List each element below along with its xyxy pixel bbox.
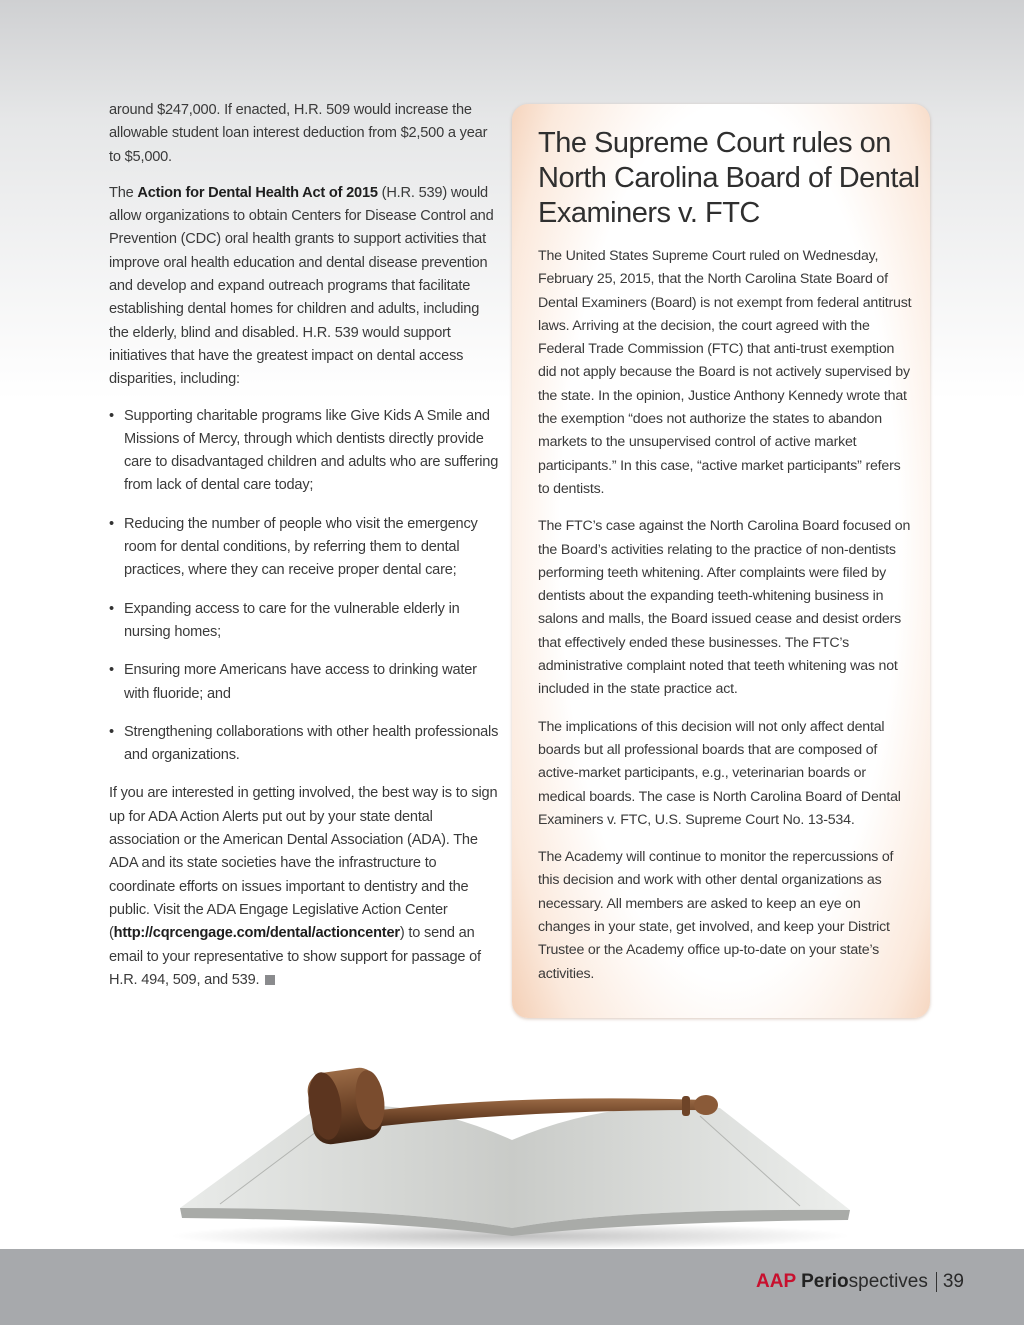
page-number: 39: [942, 1271, 964, 1292]
list-item: • Strengthening collaborations with other health professionals and organizations.: [109, 721, 499, 768]
gavel-on-book-image: [160, 1058, 860, 1248]
list-item: • Supporting charitable programs like Give Kids A Smile and Missions of Mercy, through which dentists directly provide care to disadvantaged children and adults who are suffering from lack of dental care today;: [109, 405, 499, 498]
sidebar-paragraph: The United States Supreme Court ruled on Wednesday, February 25, 2015, that the North Carolina State Board of Dental Examiners (Board) is not exempt from federal antitrust laws. Arriving at the decision, the court agreed with the Federal Trade Commission (FTC) that anti-trust exemption did not apply because the Board is not actively supervised by the state. In the opinion, Justice Anthony Kennedy wrote that the exemption “does not authorize the states to abandon markets to the unsupervised control of active market participants.” In this case, “active market participants” refers to dentists.: [538, 248, 912, 497]
sidebar-paragraph: The FTC’s case against the North Carolina Board focused on the Board’s activities relating to the practice of non-dentists performing teeth whitening. After complaints were filed by dentists about the expanding teeth-whitening business in salons and malls, the Board issued cease and desist orders that effectively ended these businesses. The FTC’s administrative complaint noted that teeth whitening was not included in the state practice act.: [538, 518, 911, 698]
action-center-link[interactable]: http://cqrcengage.com/dental/actioncenter: [113, 925, 400, 942]
sidebar-paragraph: The Academy will continue to monitor the repercussions of this decision and work with other dental organizations as necessary. All members are asked to keep an eye on changes in your state, get involved, and keep your District Trustee or the Academy office up-to-date on your state’s activities.: [538, 849, 894, 982]
sidebar-title: The Supreme Court rules on North Carolina Board of Dental Examiners v. FTC: [538, 127, 920, 229]
left-column: [109, 99, 499, 1005]
brand-aap: AAP: [756, 1271, 797, 1292]
paragraph-get-involved: If you are interested in getting involved, the best way is to sign up for ADA Action Alerts put out by your state dental association or the American Dental Association (ADA). The ADA and its state societies have the infrastructure to coordinate efforts on issues important to dentistry and the public. Visit the ADA Engage Legislative Action Center (http://cqrcengage.com/dental/actioncenter) to send an email to your representative to show support for passage of H.R. 494, 509, and 539.: [109, 785, 498, 988]
paragraph-dental-health-act: The Action for Dental Health Act of 2015 (H.R. 539) would allow organizations to obtain Centers for Disease Control and Prevention (CDC) oral health grants to support activities that improve oral health education and dental disease prevention and develop and expand outreach programs that facilitate establishing dental homes for children and adults, including the elderly, blind and disabled. H.R. 539 would support initiatives that have the greatest impact on dental access disparities, including:: [109, 184, 494, 388]
end-of-article-icon: [265, 975, 275, 985]
list-item: • Reducing the number of people who visit the emergency room for dental conditions, by referring them to dental practices, where they can receive proper dental care;: [109, 513, 499, 583]
page-footer: [0, 1249, 1024, 1325]
footer-divider: [936, 1272, 937, 1292]
act-name: Action for Dental Health Act of 2015: [137, 184, 378, 201]
list-item: • Expanding access to care for the vulnerable elderly in nursing homes;: [109, 598, 499, 645]
publication-brand: [756, 1271, 964, 1293]
open-book: [180, 1105, 850, 1236]
list-item: • Ensuring more Americans have access to drinking water with fluoride; and: [109, 659, 499, 706]
sidebar-box: [512, 104, 930, 1018]
initiatives-list: [109, 405, 499, 768]
paragraph-intro: around $247,000. If enacted, H.R. 509 would increase the allowable student loan interest deduction from $2,500 a year to $5,000.: [109, 102, 488, 165]
sidebar-paragraph: The implications of this decision will not only affect dental boards but all professional boards that are composed of active-market participants, e.g., veterinarian boards or medical boards. The case is North Carolina Board of Dental Examiners v. FTC, U.S. Supreme Court No. 13-534.: [538, 718, 901, 828]
brand-spectives: spectives: [848, 1271, 928, 1292]
brand-perio: Perio: [801, 1271, 849, 1292]
